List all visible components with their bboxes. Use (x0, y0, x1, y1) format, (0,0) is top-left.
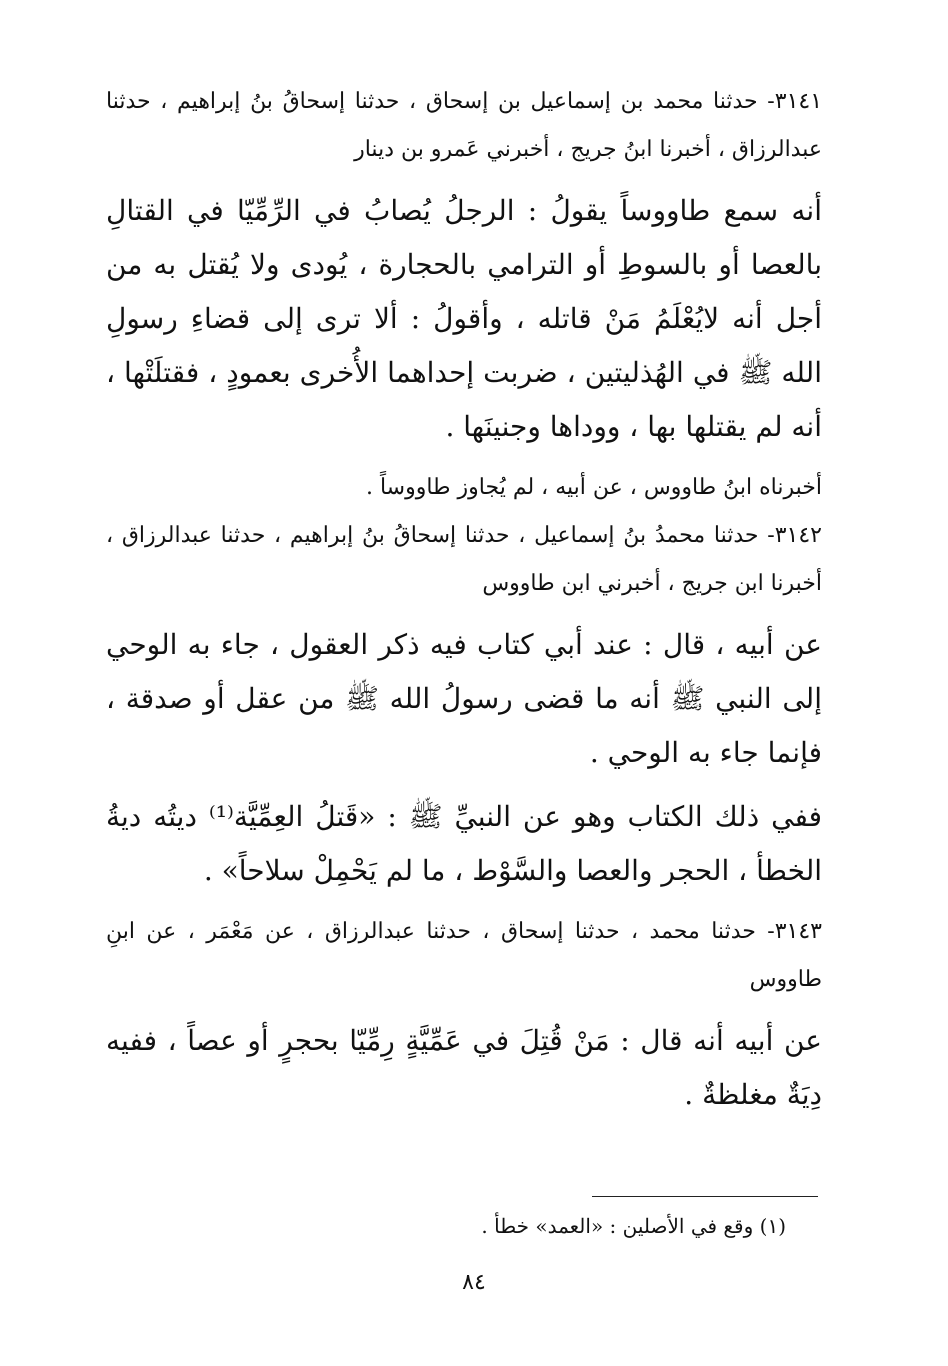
footnote: (١) وقع في الأصلين : «العمد» خطأ . (481, 1214, 786, 1238)
hadith-3143-matn: عن أبيه أنه قال : مَنْ قُتِلَ في عَمِّيَّةٍ رِمِّيّا بحجرٍ أو عصاً ، ففيه دِيَةٌ مغلظةٌ . (106, 1024, 822, 1111)
page-body (106, 78, 822, 1122)
footnote-separator (592, 1196, 818, 1197)
hadith-3142-isnad: ٣١٤٢- حدثنا محمدُ بنُ إسماعيل ، حدثنا إسحاقُ بنُ إبراهيم ، حدثنا عبدالرزاق ، أخبرنا ابن جريج ، أخبرني ابن طاووس (106, 523, 822, 596)
hadith-3142-matn-1: عن أبيه ، قال : عند أبي كتاب فيه ذكر العقول ، جاء به الوحي إلى النبي ﷺ أنه ما قضى رسولُ الله ﷺ من عقل أو صدقة ، فإنما جاء به الوحي . (106, 628, 822, 769)
hadith-3141-matn: أنه سمع طاووساً يقولُ : الرجلُ يُصابُ في الرِّمِّيّا في القتالِ بالعصا أو بالسوطِ أو الترامي بالحجارة ، يُودى ولا يُقتل به من أجل أنه لايُعْلَمُ مَنْ قاتله ، وأقولُ : ألا ترى إلى قضاءِ رسولِ الله ﷺ في الهُذليتين ، ضربت إحداهما الأُخرى بعمودٍ ، فقتلَتْها ، أنه لم يقتلها بها ، ووداها وجنينَها . (106, 194, 822, 443)
hadith-3141-note: أخبرناه ابنُ طاووس ، عن أبيه ، لم يُجاوز طاووساً . (365, 475, 822, 500)
hadith-3141-isnad: ٣١٤١- حدثنا محمد بن إسماعيل بن إسحاق ، حدثنا إسحاقُ بنُ إبراهيم ، حدثنا عبدالرزاق ، أخبرنا ابنُ جريج ، أخبرني عَمرو بن دينار (106, 89, 823, 162)
page-number: ٨٤ (462, 1270, 486, 1295)
hadith-3142-matn-2: ففي ذلك الكتاب وهو عن النبيِّ ﷺ : «قَتلُ العِمِّيَّة⁽¹⁾ ديتُه ديةُ الخطأ ، الحجر والعصا والسَّوْط ، ما لم يَحْمِلْ سلاحاً» . (106, 800, 822, 887)
hadith-3143-isnad: ٣١٤٣- حدثنا محمد ، حدثنا إسحاق ، حدثنا عبدالرزاق ، عن مَعْمَر ، عن ابنِ طاووس (106, 919, 822, 992)
